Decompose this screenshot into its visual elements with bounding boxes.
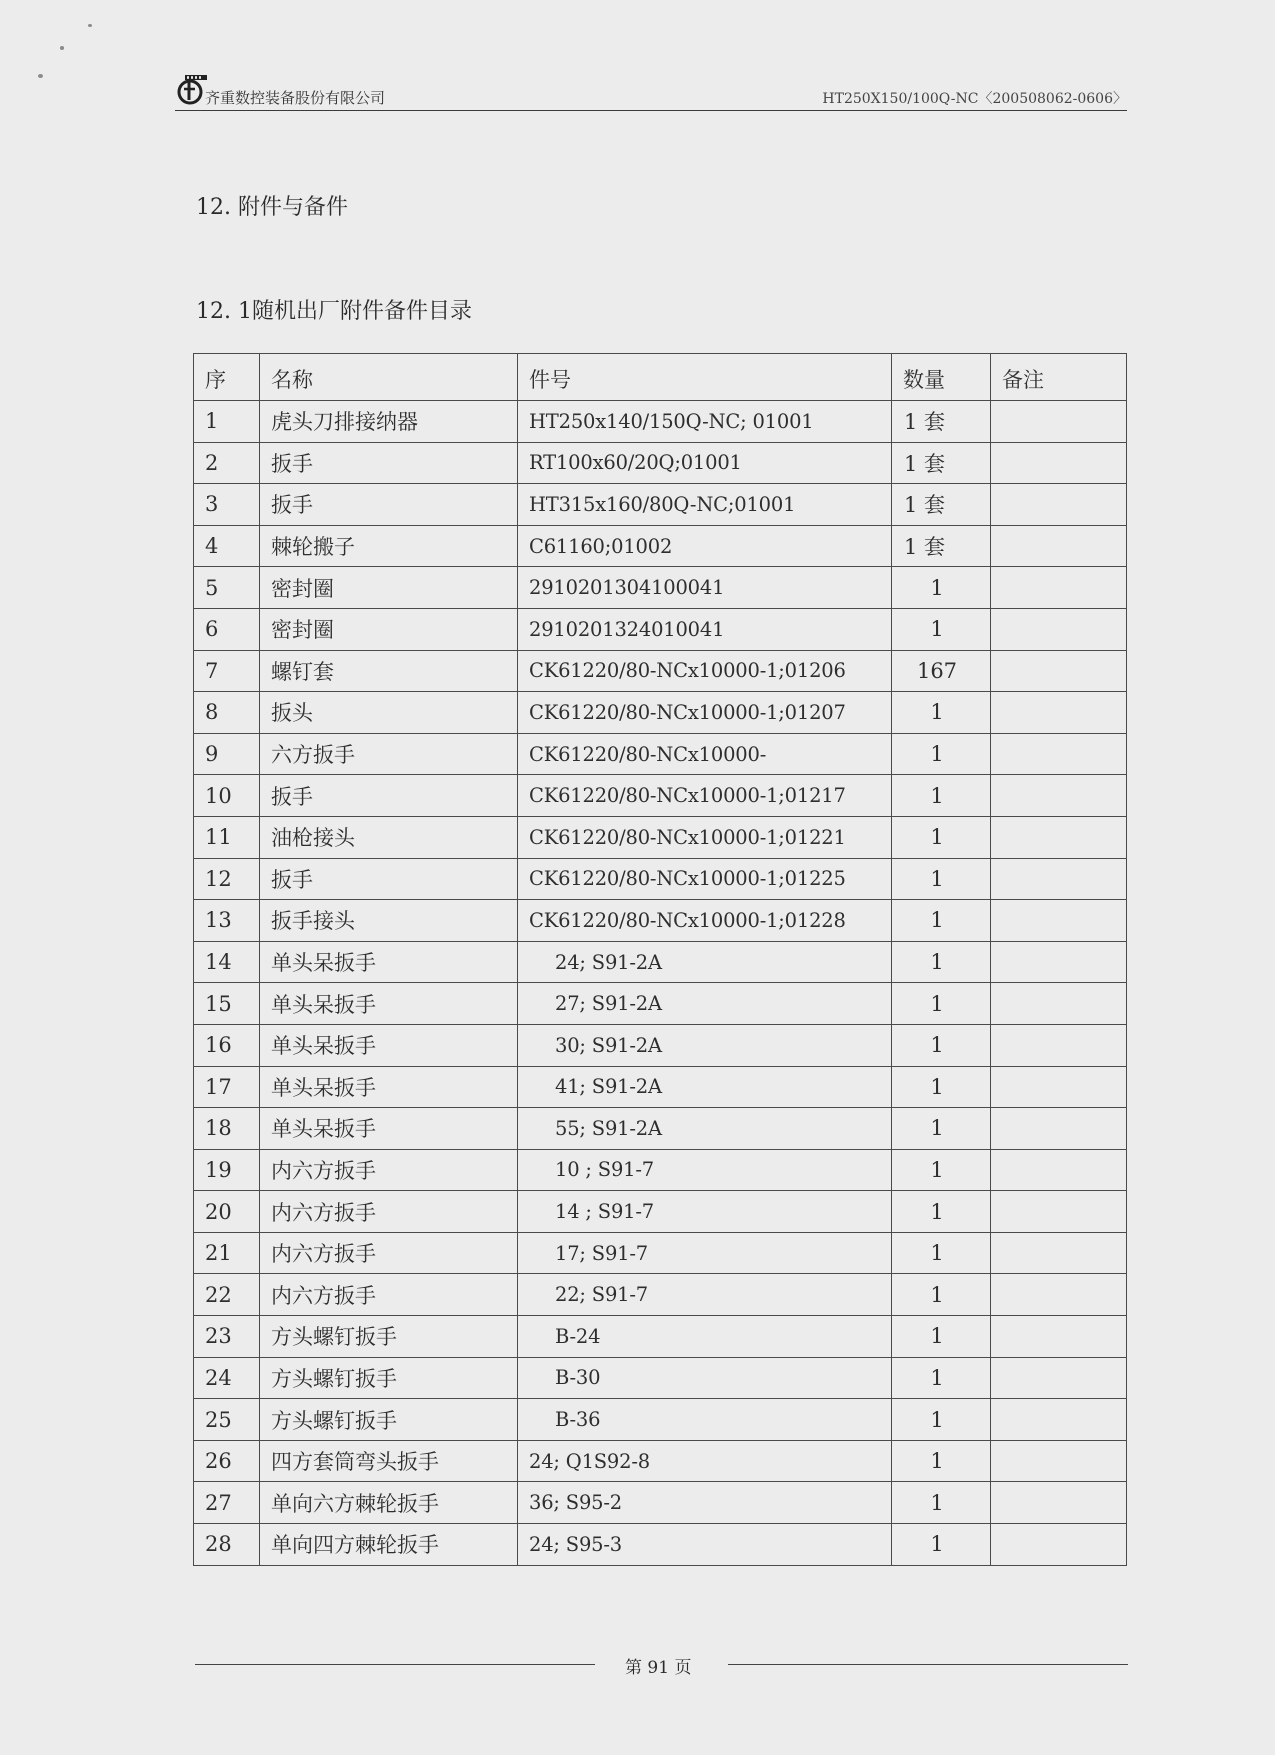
cell-part-no: CK61220/80-NCx10000- bbox=[518, 733, 892, 775]
cell-seq: 13 bbox=[194, 900, 260, 942]
cell-name: 四方套筒弯头扳手 bbox=[260, 1440, 518, 1482]
cell-name: 方头螺钉扳手 bbox=[260, 1399, 518, 1441]
cell-remark bbox=[991, 484, 1127, 526]
cell-qty: 1 bbox=[892, 1024, 991, 1066]
cell-seq: 9 bbox=[194, 733, 260, 775]
table-row bbox=[194, 941, 1127, 983]
cell-name: 虎头刀排接纳器 bbox=[260, 401, 518, 443]
cell-name: 密封圈 bbox=[260, 608, 518, 650]
cell-qty: 1 bbox=[892, 1357, 991, 1399]
cell-remark bbox=[991, 733, 1127, 775]
table-row bbox=[194, 1357, 1127, 1399]
cell-name: 方头螺钉扳手 bbox=[260, 1357, 518, 1399]
cell-qty: 1 bbox=[892, 1232, 991, 1274]
cell-seq: 12 bbox=[194, 858, 260, 900]
cell-seq: 10 bbox=[194, 775, 260, 817]
cell-qty: 1 bbox=[892, 1316, 991, 1358]
cell-remark bbox=[991, 900, 1127, 942]
cell-qty: 1 bbox=[892, 1482, 991, 1524]
cell-seq: 18 bbox=[194, 1108, 260, 1150]
cell-remark bbox=[991, 692, 1127, 734]
cell-seq: 22 bbox=[194, 1274, 260, 1316]
cell-name: 内六方扳手 bbox=[260, 1191, 518, 1233]
document-reference: HT250X150/100Q-NC〈200508062-0606〉 bbox=[822, 91, 1127, 107]
cell-remark bbox=[991, 816, 1127, 858]
table-row bbox=[194, 1149, 1127, 1191]
cell-name: 内六方扳手 bbox=[260, 1274, 518, 1316]
cell-part-no: 10 ; S91-7 bbox=[518, 1149, 892, 1191]
table-row bbox=[194, 1024, 1127, 1066]
cell-remark bbox=[991, 1357, 1127, 1399]
cell-seq: 2 bbox=[194, 442, 260, 484]
table-row bbox=[194, 1191, 1127, 1233]
cell-part-no: 14 ; S91-7 bbox=[518, 1191, 892, 1233]
cell-remark bbox=[991, 1149, 1127, 1191]
cell-name: 内六方扳手 bbox=[260, 1149, 518, 1191]
cell-seq: 11 bbox=[194, 816, 260, 858]
cell-part-no: 22; S91-7 bbox=[518, 1274, 892, 1316]
cell-qty: 1 套 bbox=[892, 525, 991, 567]
cell-remark bbox=[991, 1399, 1127, 1441]
cell-part-no: B-24 bbox=[518, 1316, 892, 1358]
cell-qty: 1 bbox=[892, 1191, 991, 1233]
cell-name: 六方扳手 bbox=[260, 733, 518, 775]
table-row bbox=[194, 816, 1127, 858]
cell-name: 单头呆扳手 bbox=[260, 1066, 518, 1108]
cell-remark bbox=[991, 1440, 1127, 1482]
cell-remark bbox=[991, 608, 1127, 650]
column-header-name: 名称 bbox=[260, 354, 518, 401]
cell-seq: 5 bbox=[194, 567, 260, 609]
cell-name: 扳头 bbox=[260, 692, 518, 734]
cell-qty: 1 bbox=[892, 858, 991, 900]
cell-name: 单头呆扳手 bbox=[260, 941, 518, 983]
table-row bbox=[194, 1482, 1127, 1524]
cell-seq: 16 bbox=[194, 1024, 260, 1066]
cell-name: 内六方扳手 bbox=[260, 1232, 518, 1274]
cell-name: 扳手 bbox=[260, 442, 518, 484]
cell-part-no: C61160;01002 bbox=[518, 525, 892, 567]
table-row bbox=[194, 1316, 1127, 1358]
cell-remark bbox=[991, 858, 1127, 900]
subsection-title: 12. 1随机出厂附件备件目录 bbox=[196, 299, 472, 324]
table-header-row bbox=[194, 354, 1127, 401]
cell-part-no: 27; S91-2A bbox=[518, 983, 892, 1025]
page-header bbox=[175, 82, 1127, 111]
company-logo-icon bbox=[175, 72, 209, 106]
cell-remark bbox=[991, 1108, 1127, 1150]
cell-qty: 1 bbox=[892, 1149, 991, 1191]
cell-seq: 6 bbox=[194, 608, 260, 650]
cell-name: 单头呆扳手 bbox=[260, 983, 518, 1025]
cell-part-no: 24; Q1S92-8 bbox=[518, 1440, 892, 1482]
cell-seq: 15 bbox=[194, 983, 260, 1025]
cell-remark bbox=[991, 1024, 1127, 1066]
cell-qty: 1 套 bbox=[892, 401, 991, 443]
cell-name: 单头呆扳手 bbox=[260, 1024, 518, 1066]
table-row bbox=[194, 1399, 1127, 1441]
cell-remark bbox=[991, 525, 1127, 567]
cell-remark bbox=[991, 1191, 1127, 1233]
cell-part-no: 30; S91-2A bbox=[518, 1024, 892, 1066]
cell-seq: 8 bbox=[194, 692, 260, 734]
column-header-seq: 序 bbox=[194, 354, 260, 401]
cell-part-no: 17; S91-7 bbox=[518, 1232, 892, 1274]
cell-qty: 1 bbox=[892, 775, 991, 817]
cell-seq: 25 bbox=[194, 1399, 260, 1441]
table-row bbox=[194, 1440, 1127, 1482]
cell-seq: 23 bbox=[194, 1316, 260, 1358]
cell-part-no: RT100x60/20Q;01001 bbox=[518, 442, 892, 484]
table-row bbox=[194, 900, 1127, 942]
cell-seq: 14 bbox=[194, 941, 260, 983]
cell-seq: 20 bbox=[194, 1191, 260, 1233]
cell-remark bbox=[991, 983, 1127, 1025]
table-row bbox=[194, 525, 1127, 567]
cell-part-no: 2910201324010041 bbox=[518, 608, 892, 650]
cell-qty: 1 套 bbox=[892, 484, 991, 526]
table-row bbox=[194, 484, 1127, 526]
footer-rule-right bbox=[728, 1664, 1128, 1666]
table-row bbox=[194, 1232, 1127, 1274]
cell-qty: 167 bbox=[892, 650, 991, 692]
cell-remark bbox=[991, 1066, 1127, 1108]
cell-part-no: 2910201304100041 bbox=[518, 567, 892, 609]
table-row bbox=[194, 1524, 1127, 1566]
cell-seq: 4 bbox=[194, 525, 260, 567]
cell-qty: 1 bbox=[892, 1274, 991, 1316]
cell-seq: 21 bbox=[194, 1232, 260, 1274]
cell-part-no: 24; S91-2A bbox=[518, 941, 892, 983]
cell-qty: 1 bbox=[892, 733, 991, 775]
cell-qty: 1 bbox=[892, 1066, 991, 1108]
cell-part-no: CK61220/80-NCx10000-1;01225 bbox=[518, 858, 892, 900]
company-name: 齐重数控装备股份有限公司 bbox=[205, 89, 386, 107]
cell-remark bbox=[991, 567, 1127, 609]
cell-part-no: HT315x160/80Q-NC;01001 bbox=[518, 484, 892, 526]
cell-seq: 26 bbox=[194, 1440, 260, 1482]
cell-qty: 1 bbox=[892, 1108, 991, 1150]
cell-remark bbox=[991, 941, 1127, 983]
table-row bbox=[194, 983, 1127, 1025]
scan-speck bbox=[60, 46, 64, 50]
section-title: 12. 附件与备件 bbox=[196, 195, 348, 220]
cell-qty: 1 bbox=[892, 692, 991, 734]
table-row bbox=[194, 401, 1127, 443]
cell-seq: 7 bbox=[194, 650, 260, 692]
cell-seq: 19 bbox=[194, 1149, 260, 1191]
cell-name: 单向六方棘轮扳手 bbox=[260, 1482, 518, 1524]
footer-rule-left bbox=[195, 1664, 595, 1666]
scan-speck bbox=[38, 74, 43, 78]
cell-remark bbox=[991, 401, 1127, 443]
cell-qty: 1 bbox=[892, 1524, 991, 1566]
cell-qty: 1 bbox=[892, 900, 991, 942]
cell-part-no: CK61220/80-NCx10000-1;01217 bbox=[518, 775, 892, 817]
cell-part-no: B-36 bbox=[518, 1399, 892, 1441]
column-header-qty: 数量 bbox=[892, 354, 991, 401]
table-row bbox=[194, 1066, 1127, 1108]
cell-qty: 1 bbox=[892, 983, 991, 1025]
column-header-remark: 备注 bbox=[991, 354, 1127, 401]
cell-name: 单向四方棘轮扳手 bbox=[260, 1524, 518, 1566]
cell-seq: 28 bbox=[194, 1524, 260, 1566]
cell-seq: 3 bbox=[194, 484, 260, 526]
cell-qty: 1 bbox=[892, 608, 991, 650]
cell-remark bbox=[991, 1274, 1127, 1316]
cell-part-no: B-30 bbox=[518, 1357, 892, 1399]
cell-remark bbox=[991, 1316, 1127, 1358]
table-row bbox=[194, 775, 1127, 817]
table-row bbox=[194, 1108, 1127, 1150]
cell-part-no: 55; S91-2A bbox=[518, 1108, 892, 1150]
cell-part-no: 41; S91-2A bbox=[518, 1066, 892, 1108]
cell-name: 扳手接头 bbox=[260, 900, 518, 942]
cell-seq: 1 bbox=[194, 401, 260, 443]
table-row bbox=[194, 608, 1127, 650]
cell-name: 扳手 bbox=[260, 484, 518, 526]
cell-part-no: 36; S95-2 bbox=[518, 1482, 892, 1524]
cell-remark bbox=[991, 1232, 1127, 1274]
cell-name: 扳手 bbox=[260, 858, 518, 900]
page-number: 第 91 页 bbox=[625, 1658, 692, 1678]
cell-part-no: CK61220/80-NCx10000-1;01207 bbox=[518, 692, 892, 734]
cell-name: 方头螺钉扳手 bbox=[260, 1316, 518, 1358]
cell-name: 螺钉套 bbox=[260, 650, 518, 692]
cell-part-no: 24; S95-3 bbox=[518, 1524, 892, 1566]
table-row bbox=[194, 692, 1127, 734]
cell-qty: 1 bbox=[892, 941, 991, 983]
cell-seq: 27 bbox=[194, 1482, 260, 1524]
cell-remark bbox=[991, 1524, 1127, 1566]
cell-name: 棘轮搬子 bbox=[260, 525, 518, 567]
cell-name: 单头呆扳手 bbox=[260, 1108, 518, 1150]
table-row bbox=[194, 858, 1127, 900]
table-row bbox=[194, 442, 1127, 484]
cell-qty: 1 bbox=[892, 1440, 991, 1482]
cell-remark bbox=[991, 1482, 1127, 1524]
cell-remark bbox=[991, 650, 1127, 692]
cell-seq: 17 bbox=[194, 1066, 260, 1108]
table-row bbox=[194, 733, 1127, 775]
accessories-table bbox=[193, 353, 1127, 1566]
cell-part-no: CK61220/80-NCx10000-1;01206 bbox=[518, 650, 892, 692]
cell-part-no: CK61220/80-NCx10000-1;01221 bbox=[518, 816, 892, 858]
table-row bbox=[194, 1274, 1127, 1316]
cell-qty: 1 bbox=[892, 1399, 991, 1441]
cell-qty: 1 套 bbox=[892, 442, 991, 484]
cell-name: 密封圈 bbox=[260, 567, 518, 609]
column-header-part-no: 件号 bbox=[518, 354, 892, 401]
cell-part-no: CK61220/80-NCx10000-1;01228 bbox=[518, 900, 892, 942]
cell-part-no: HT250x140/150Q-NC; 01001 bbox=[518, 401, 892, 443]
table-row bbox=[194, 567, 1127, 609]
cell-qty: 1 bbox=[892, 567, 991, 609]
cell-remark bbox=[991, 775, 1127, 817]
cell-seq: 24 bbox=[194, 1357, 260, 1399]
scan-speck bbox=[88, 24, 92, 27]
cell-name: 扳手 bbox=[260, 775, 518, 817]
cell-name: 油枪接头 bbox=[260, 816, 518, 858]
cell-qty: 1 bbox=[892, 816, 991, 858]
cell-remark bbox=[991, 442, 1127, 484]
table-row bbox=[194, 650, 1127, 692]
